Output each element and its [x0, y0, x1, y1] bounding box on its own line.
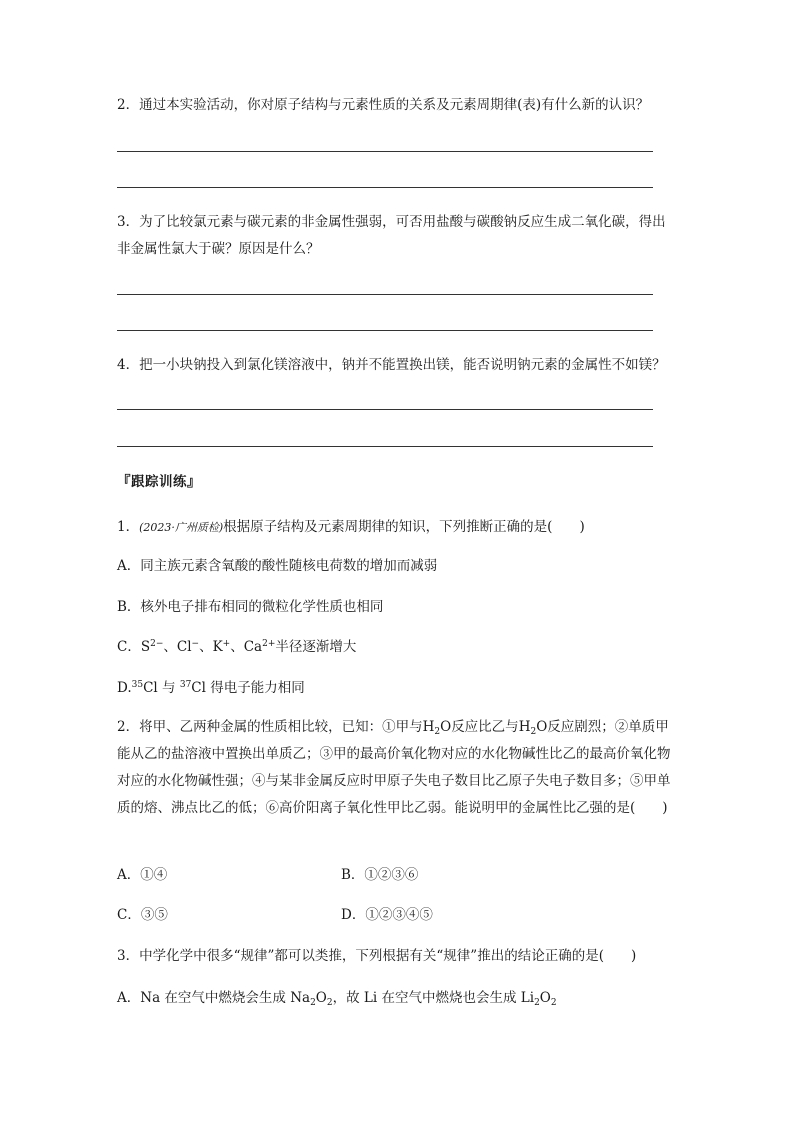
formula: O: [539, 990, 551, 1006]
question-number: 2: [117, 97, 126, 113]
option-d[interactable]: D．①②③④⑤: [341, 907, 433, 923]
question-text: 将甲、乙两种金属的性质相比较，已知：①甲与: [139, 719, 423, 735]
ion-charge: 2−: [150, 639, 164, 649]
question-3-stem: 3．中学化学中很多“规律”都可以类推，下列根据有关“规律”推出的结论正确的是( ): [117, 948, 637, 964]
answer-line[interactable]: [117, 409, 653, 410]
answer-line[interactable]: [117, 151, 653, 152]
question-source: (2023·广州质检): [139, 521, 224, 534]
answer-line[interactable]: [117, 187, 653, 188]
question-text: 通过本实验活动，你对原子结构与元素性质的关系及元素周期律(表)有什么新的认识？: [139, 97, 650, 113]
ion-symbol: S: [140, 639, 151, 655]
formula-subscript: 2: [310, 998, 316, 1008]
formula-subscript: 2: [434, 727, 441, 737]
answer-line[interactable]: [117, 330, 653, 331]
formula: O: [315, 990, 327, 1006]
element-symbol: Cl: [191, 680, 206, 696]
question-number: 3: [117, 214, 126, 230]
option-text: 核外电子排布相同的微粒化学性质也相同: [140, 599, 384, 615]
option-letter: B: [341, 867, 351, 883]
mass-number: 37: [179, 680, 192, 690]
option-text: 得电子能力相同: [210, 680, 305, 696]
answer-line[interactable]: [117, 446, 653, 447]
formula-subscript: 2: [530, 727, 537, 737]
ion-charge: +: [222, 639, 231, 649]
option-a[interactable]: A．①④: [117, 867, 168, 883]
question-number: 2: [117, 719, 126, 735]
ion-charge: 2+: [262, 639, 276, 649]
question-number: 1: [117, 519, 126, 535]
question-text: 中学化学中很多“规律”都可以类推，下列根据有关“规律”推出的结论正确的是( ): [139, 948, 637, 964]
answer-line[interactable]: [117, 294, 653, 295]
formula-subscript: 2: [534, 998, 540, 1008]
option-c[interactable]: C．$S^{2-}$、Cl−、K+、$Ca^{2+}$半径逐渐增大: [117, 639, 357, 655]
section-title: 『跟踪训练』: [117, 474, 201, 490]
mass-number: 35: [131, 680, 144, 690]
option-text: 与: [162, 680, 176, 696]
ion-symbol: Ca: [243, 639, 263, 655]
formula: H: [518, 719, 531, 735]
option-b[interactable]: B．核外电子排布相同的微粒化学性质也相同: [117, 599, 384, 615]
option-text: 半径逐渐增大: [275, 639, 357, 655]
question-text: 反应比乙与: [451, 719, 519, 735]
option-text: ，故 Li 在空气中燃烧也会生成 Li: [332, 990, 535, 1006]
question-text: 反应剧烈；②单质甲能从乙的盐溶液中置换出单质乙；③甲的最高价氧化物对应的水化物碱性比乙的最高价氧化物对应的水化物碱性强；④与某非金属反应时甲原子失电子数目比乙原子失电子数目多；⑤甲单质的熔、沸点比乙的低；⑥高价阳离子氧化性甲比乙弱。能说明甲的金属性比乙强的是( ): [117, 719, 671, 816]
option-letter: D: [341, 907, 352, 923]
option-letter: A: [117, 867, 127, 883]
question-1-stem: 1．(2023·广州质检)根据原子结构及元素周期律的知识，下列推断正确的是( ): [117, 519, 585, 535]
option-a[interactable]: A．Na 在空气中燃烧会生成 $Na_2O_2$，故 Li 在空气中燃烧也会生成 $Li_2O_2$: [117, 990, 557, 1008]
ion-symbol: K: [212, 639, 223, 655]
element-symbol: Cl: [143, 680, 158, 696]
option-text: ①②③④⑤: [365, 907, 433, 923]
question-text-line-2: 非金属性氯大于碳？原因是什么？: [117, 241, 320, 257]
option-text: Na 在空气中燃烧会生成 Na: [140, 990, 311, 1006]
formula-subscript: 2: [550, 998, 557, 1008]
discussion-question-3: 3．为了比较氯元素与碳元素的非金属性强弱，可否用盐酸与碳酸钠反应生成二氧化碳，得出: [117, 214, 666, 230]
option-b[interactable]: B．①②③⑥: [341, 867, 419, 883]
option-d[interactable]: D.$^{35}$Cl 与 $^{37}$Cl 得电子能力相同: [117, 680, 305, 696]
option-text: ①④: [140, 867, 168, 883]
question-text: 把一小块钠投入到氯化镁溶液中，钠并不能置换出镁，能否说明钠元素的金属性不如镁？: [139, 357, 666, 373]
option-text: ③⑤: [140, 907, 168, 923]
question-number: 3: [117, 948, 126, 964]
option-a[interactable]: A．同主族元素含氧酸的酸性随核电荷数的增加而减弱: [117, 558, 438, 574]
ion-symbol: Cl: [176, 639, 192, 655]
option-text: 同主族元素含氧酸的酸性随核电荷数的增加而减弱: [140, 558, 438, 574]
option-letter: C: [117, 907, 128, 923]
discussion-question-2: 2．通过本实验活动，你对原子结构与元素性质的关系及元素周期律(表)有什么新的认识？: [117, 97, 650, 113]
formula: O: [440, 719, 452, 735]
formula-subscript: 2: [326, 998, 333, 1008]
option-c[interactable]: C．③⑤: [117, 907, 168, 923]
formula: O: [536, 719, 548, 735]
discussion-question-4: 4．把一小块钠投入到氯化镁溶液中，钠并不能置换出镁，能否说明钠元素的金属性不如镁？: [117, 357, 666, 373]
question-number: 4: [117, 357, 126, 373]
ion-charge: −: [191, 639, 200, 649]
option-text: ①②③⑥: [364, 867, 419, 883]
formula: H: [422, 719, 435, 735]
question-2-stem: 2．将甲、乙两种金属的性质相比较，已知：①甲与$H_2O$反应比乙与$H_2O$反应剧烈；②单质甲能从乙的盐溶液中置换出单质乙；③甲的最高价氧化物对应的水化物碱性比乙的最高价氧化物对应的水化物碱性强；④与某非金属反应时甲原子失电子数目比乙原子失电子数目多；⑤甲单质的熔、沸点比乙的低；⑥高价阳离子氧化性甲比乙弱。能说明甲的金属性比乙强的是( ): [117, 719, 671, 816]
question-text: 根据原子结构及元素周期律的知识，下列推断正确的是( ): [223, 519, 585, 535]
question-text-line-1: 为了比较氯元素与碳元素的非金属性强弱，可否用盐酸与碳酸钠反应生成二氧化碳，得出: [139, 214, 666, 230]
